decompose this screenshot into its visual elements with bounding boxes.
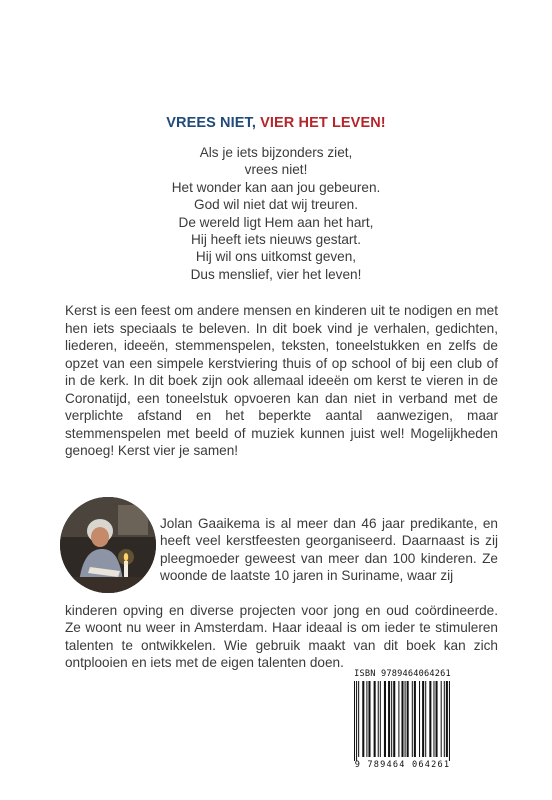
barcode-bar [368, 681, 370, 757]
barcode-bar [378, 681, 379, 757]
poem-line: Het wonder kan aan jou gebeuren. [171, 179, 381, 195]
barcode-bar [388, 681, 390, 757]
barcode-bar [374, 681, 376, 757]
barcode-bar [356, 681, 357, 761]
barcode-bar [419, 681, 420, 757]
barcode-bar [384, 681, 386, 757]
barcode-bar [380, 681, 381, 757]
back-cover-title [0, 115, 552, 131]
barcode-bar [433, 681, 434, 757]
barcode-bar [405, 681, 406, 757]
author-bio-top: Jolan Gaaikema is al meer dan 46 jaar predikante, en heeft veel kerstfeesten georganiseerd. Daarnaast is zij pleegmoeder geweest van meer dan 100 kinderen. Ze woonde de laatste 10 jaren in Suriname, waar zij [160, 516, 498, 584]
barcode-bars [352, 681, 453, 761]
barcode-bar [446, 681, 448, 757]
barcode-bar [393, 681, 395, 757]
author-bio-bottom: kinderen opving en diverse projecten voor jong en oud coördineerde. Ze woont nu weer in Amsterdam. Haar ideaal is om ieder te stimuleren talenten te ontwikkelen. Wie gebruik maakt van dit boek kan zich ontplooien en iets met de eigen talenten doen. [65, 603, 498, 671]
barcode-bar [444, 681, 445, 757]
barcode-bar [449, 681, 450, 761]
barcode-bar [407, 681, 409, 757]
poem [0, 144, 552, 283]
poem-line: vrees niet! [244, 162, 308, 178]
barcode-bar [441, 681, 442, 757]
intro-paragraph: Kerst is een feest om andere mensen en kinderen uit te nodigen en met hen iets speciaals te beleven. In dit boek vind je verhalen, gedichten, liederen, ideeën, stemmenspelen, teksten, toneelstukken en zelfs de opzet van een simpele kerstviering thuis of op school of bij een club of in de kerk. In dit boek zijn ook allemaal ideeën om kerst te vieren in de Coronatijd, een toneelstuk opvoeren kan dan niet in verband met de verplichte afstand en het beperkte aantal aanwezigen, maar stemmenspelen met beeld of muziek kunnen juist wel! Mogelijkheden genoeg! Kerst vier je samen! [65, 303, 498, 458]
barcode-bar [398, 681, 399, 757]
barcode-bar [358, 681, 359, 757]
isbn-barcode [352, 669, 453, 774]
author-photo [60, 497, 156, 593]
barcode-bar [429, 681, 431, 757]
barcode-bar [366, 681, 367, 757]
barcode-bar [422, 681, 424, 757]
barcode-bar [354, 681, 355, 761]
isbn-digits: 9 789464 064261 [354, 760, 451, 770]
title-part-2: VIER HET LEVEN! [260, 115, 386, 131]
poem-line: Hij heeft iets nieuws gestart. [190, 232, 361, 248]
barcode-bar [436, 681, 438, 757]
barcode-bar [362, 681, 364, 757]
poem-line: De wereld ligt Hem aan het hart, [178, 214, 374, 230]
barcode-bar [391, 681, 392, 757]
title-part-1: VREES NIET, [166, 115, 261, 131]
barcode-bar [401, 681, 403, 757]
poem-line: God wil niet dat wij treuren. [194, 197, 358, 213]
author-photo-illustration [60, 497, 156, 593]
poem-line: Dus menslief, vier het leven! [190, 266, 362, 282]
barcode-bar [425, 681, 426, 757]
barcode-bar [414, 681, 416, 757]
poem-line: Als je iets bijzonders ziet, [199, 145, 353, 160]
barcode-bar [412, 681, 413, 757]
poem-line: Hij wil ons uitkomst geven, [195, 249, 357, 265]
isbn-label: ISBN 9789464064261 [354, 669, 451, 679]
